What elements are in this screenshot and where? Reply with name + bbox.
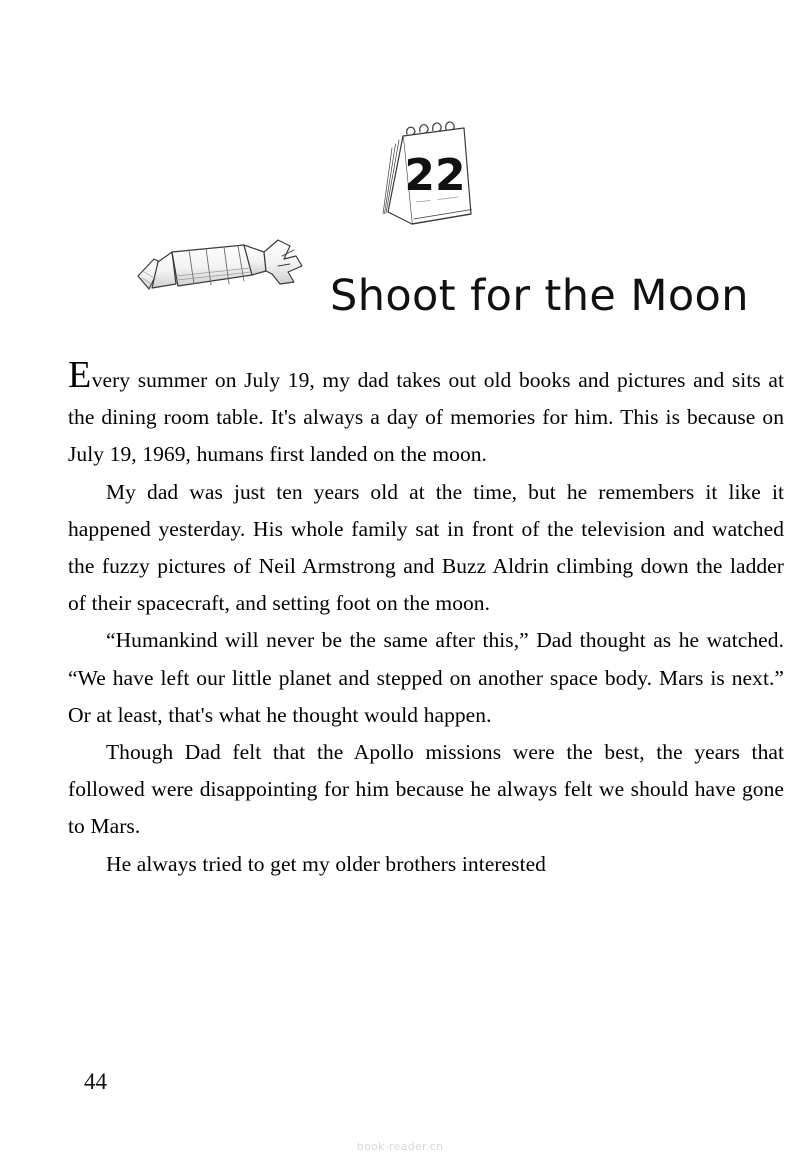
paragraph-text: very summer on July 19, my dad takes out old books and pictures and sits at the dining room table. It's always a day of memories for him. This is because on July 19, 1969, humans first landed on the moon. [68,368,784,467]
paragraph [68,354,784,474]
apollo-spacecraft-illustration [132,226,328,318]
watermark: book-reader.cn [356,1140,444,1153]
paragraph [68,622,784,734]
drop-cap: E [68,354,92,396]
paragraph [68,846,784,883]
paragraph [68,734,784,846]
page-number: 44 [84,1069,107,1094]
paragraph-text: He always tried to get my older brothers interested [106,851,546,876]
paragraph [68,474,784,623]
paragraph-text: My dad was just ten years old at the time, but he remembers it like it happened yesterday. His whole family sat in front of the television and watched the fuzzy pictures of Neil Armstrong and Buzz Aldrin climbing down the ladder of their spacecraft, and setting foot on the moon. [68,479,784,616]
chapter-header [0,118,800,328]
chapter-title: Shoot for the Moon [330,270,749,321]
paragraph-text: “Humankind will never be the same after this,” Dad thought as he watched. “We have left our little planet and stepped on another space body. Mars is next.” Or at least, that's what he thought would happen. [68,628,784,727]
flip-calendar-illustration [372,118,500,230]
paragraph-text: Though Dad felt that the Apollo missions were the best, the years that followed were disappointing for him because he always felt we should have gone to Mars. [68,740,784,839]
chapter-number-text: 22 [404,150,466,201]
chapter-body [68,354,784,883]
